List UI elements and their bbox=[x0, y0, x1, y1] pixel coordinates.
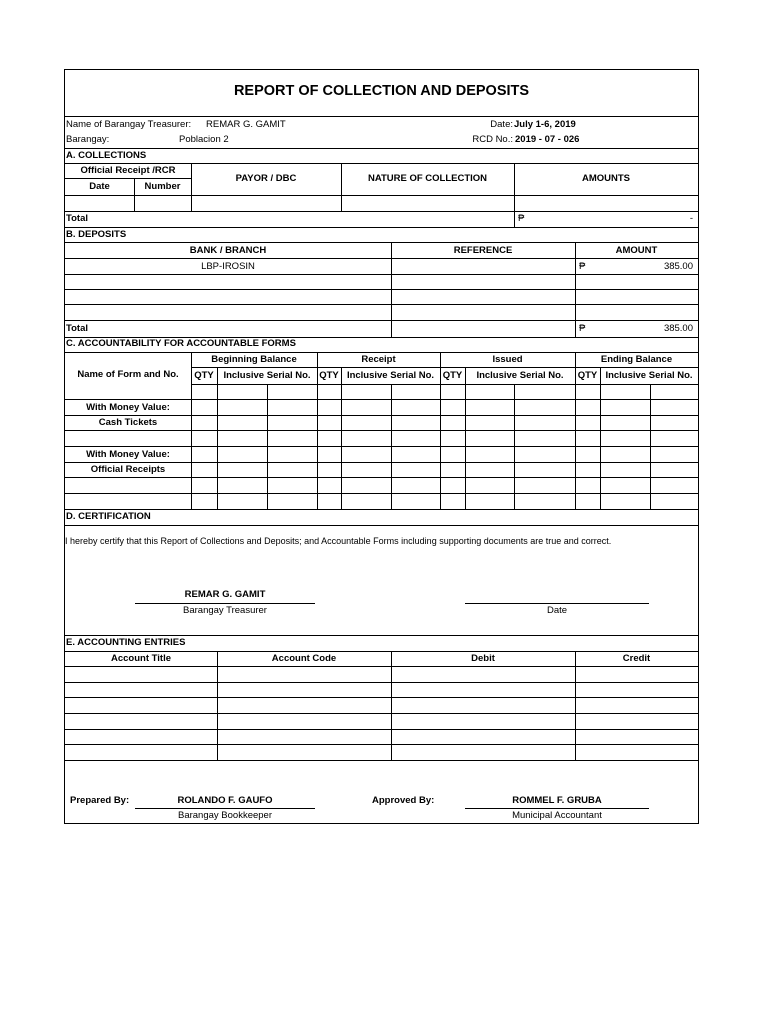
divider bbox=[65, 635, 698, 636]
signature-line bbox=[465, 603, 649, 604]
divider bbox=[514, 163, 515, 227]
deposit-bank: LBP-IROSIN bbox=[201, 261, 255, 272]
bank-column-header: BANK / BRANCH bbox=[189, 245, 267, 256]
serial-header: Inclusive Serial No. bbox=[346, 370, 435, 381]
group-issued: Issued bbox=[492, 354, 523, 365]
divider bbox=[65, 399, 698, 400]
divider bbox=[191, 163, 192, 211]
approved-by-title: Municipal Accountant bbox=[512, 810, 602, 821]
divider bbox=[65, 415, 698, 416]
divider bbox=[65, 493, 698, 494]
certifier-name: REMAR G. GAMIT bbox=[184, 589, 266, 600]
divider bbox=[575, 651, 576, 760]
certifier-title: Barangay Treasurer bbox=[183, 605, 267, 616]
approved-by-name: ROMMEL F. GRUBA bbox=[512, 795, 602, 806]
deposit-amount: 385.00 bbox=[663, 261, 693, 272]
amount-column-header: AMOUNT bbox=[615, 245, 658, 256]
divider bbox=[65, 195, 698, 196]
divider bbox=[191, 352, 192, 509]
divider bbox=[65, 462, 698, 463]
group-ending-balance: Ending Balance bbox=[600, 354, 673, 365]
divider bbox=[341, 163, 342, 211]
divider bbox=[575, 242, 576, 337]
number-column-header: Number bbox=[144, 181, 181, 192]
divider bbox=[217, 367, 218, 509]
qty-header: QTY bbox=[577, 370, 598, 381]
divider bbox=[65, 227, 698, 228]
form-row-label: With Money Value: bbox=[86, 402, 170, 413]
divider bbox=[267, 384, 268, 509]
deposit-currency: ₱ bbox=[579, 261, 586, 272]
divider bbox=[65, 651, 698, 652]
serial-header: Inclusive Serial No. bbox=[476, 370, 564, 381]
divider bbox=[65, 525, 698, 526]
divider bbox=[65, 666, 698, 667]
divider bbox=[650, 384, 651, 509]
divider bbox=[191, 367, 698, 368]
divider bbox=[65, 477, 698, 478]
report-title: REPORT OF COLLECTION AND DEPOSITS bbox=[233, 83, 530, 99]
divider bbox=[65, 729, 698, 730]
divider bbox=[65, 304, 698, 305]
form-row-label: With Money Value: bbox=[86, 449, 170, 460]
divider bbox=[65, 274, 698, 275]
barangay-label: Barangay: bbox=[66, 134, 110, 145]
accountability-section-title: C. ACCOUNTABILITY FOR ACCOUNTABLE FORMS bbox=[66, 338, 296, 349]
divider bbox=[65, 682, 698, 683]
divider bbox=[440, 352, 441, 509]
divider bbox=[465, 367, 466, 509]
divider bbox=[65, 178, 191, 179]
divider bbox=[217, 651, 218, 760]
credit-column-header: Credit bbox=[622, 653, 651, 664]
date-label: Date: bbox=[490, 119, 513, 130]
qty-header: QTY bbox=[194, 370, 214, 381]
treasurer-value: REMAR G. GAMIT bbox=[206, 119, 286, 130]
signature-line bbox=[135, 808, 315, 809]
signature-line bbox=[135, 603, 315, 604]
deposits-total-value: 385.00 bbox=[663, 323, 693, 334]
divider bbox=[575, 352, 576, 509]
approved-by-label: Approved By: bbox=[372, 795, 435, 806]
divider bbox=[65, 242, 698, 243]
rcd-value: 2019 - 07 - 026 bbox=[515, 134, 580, 145]
divider bbox=[391, 651, 392, 760]
divider bbox=[391, 242, 392, 337]
rcd-label: RCD No.: bbox=[472, 134, 513, 145]
prepared-by-title: Barangay Bookkeeper bbox=[177, 810, 272, 821]
divider bbox=[65, 430, 698, 431]
form-name-column-header: Name of Form and No. bbox=[77, 369, 179, 380]
certification-text: I hereby certify that this Report of Collections and Deposits; and Accountable Forms including supporting documents are true and correct. bbox=[65, 536, 612, 546]
serial-header: Inclusive Serial No. bbox=[605, 370, 693, 381]
account-title-column-header: Account Title bbox=[111, 653, 171, 664]
divider bbox=[65, 211, 698, 212]
signature-line bbox=[465, 808, 649, 809]
divider bbox=[65, 258, 698, 259]
collections-section-title: A. COLLECTIONS bbox=[66, 150, 147, 161]
collections-total-value: - bbox=[689, 213, 693, 224]
deposits-total-label: Total bbox=[66, 323, 88, 334]
divider bbox=[65, 116, 698, 117]
divider bbox=[65, 509, 698, 510]
certification-date-label: Date bbox=[546, 605, 568, 616]
divider bbox=[65, 289, 698, 290]
report-form bbox=[64, 69, 699, 824]
collections-total-currency: ₱ bbox=[518, 213, 525, 224]
amounts-column-header: AMOUNTS bbox=[581, 173, 631, 184]
divider bbox=[514, 384, 515, 509]
divider bbox=[65, 320, 698, 321]
barangay-value: Poblacion 2 bbox=[179, 134, 229, 145]
nature-column-header: NATURE OF COLLECTION bbox=[367, 173, 488, 184]
divider bbox=[65, 352, 698, 353]
collections-total-label: Total bbox=[66, 213, 88, 224]
divider bbox=[65, 713, 698, 714]
qty-header: QTY bbox=[319, 370, 339, 381]
divider bbox=[341, 367, 342, 509]
divider bbox=[65, 697, 698, 698]
divider bbox=[600, 367, 601, 509]
reference-column-header: REFERENCE bbox=[453, 245, 513, 256]
deposits-total-currency: ₱ bbox=[579, 323, 586, 334]
official-receipt-header: Official Receipt /RCR bbox=[80, 165, 176, 176]
divider bbox=[65, 744, 698, 745]
divider bbox=[65, 446, 698, 447]
debit-column-header: Debit bbox=[471, 653, 495, 664]
divider bbox=[65, 148, 698, 149]
accounting-section-title: E. ACCOUNTING ENTRIES bbox=[66, 637, 186, 648]
date-value: July 1-6, 2019 bbox=[514, 119, 576, 130]
divider bbox=[391, 384, 392, 509]
qty-header: QTY bbox=[442, 370, 463, 381]
divider bbox=[317, 352, 318, 509]
date-column-header: Date bbox=[89, 181, 110, 192]
form-row-label: Official Receipts bbox=[90, 464, 166, 475]
divider bbox=[65, 760, 698, 761]
prepared-by-label: Prepared By: bbox=[70, 795, 130, 806]
account-code-column-header: Account Code bbox=[271, 653, 337, 664]
treasurer-label: Name of Barangay Treasurer: bbox=[66, 119, 192, 130]
certification-section-title: D. CERTIFICATION bbox=[66, 511, 151, 522]
form-row-label: Cash Tickets bbox=[98, 417, 158, 428]
serial-header: Inclusive Serial No. bbox=[223, 370, 311, 381]
divider bbox=[65, 163, 698, 164]
group-receipt: Receipt bbox=[361, 354, 396, 365]
group-beginning-balance: Beginning Balance bbox=[211, 354, 297, 365]
divider bbox=[134, 178, 135, 211]
deposits-section-title: B. DEPOSITS bbox=[66, 229, 127, 240]
prepared-by-name: ROLANDO F. GAUFO bbox=[177, 795, 273, 806]
payor-column-header: PAYOR / DBC bbox=[235, 173, 297, 184]
